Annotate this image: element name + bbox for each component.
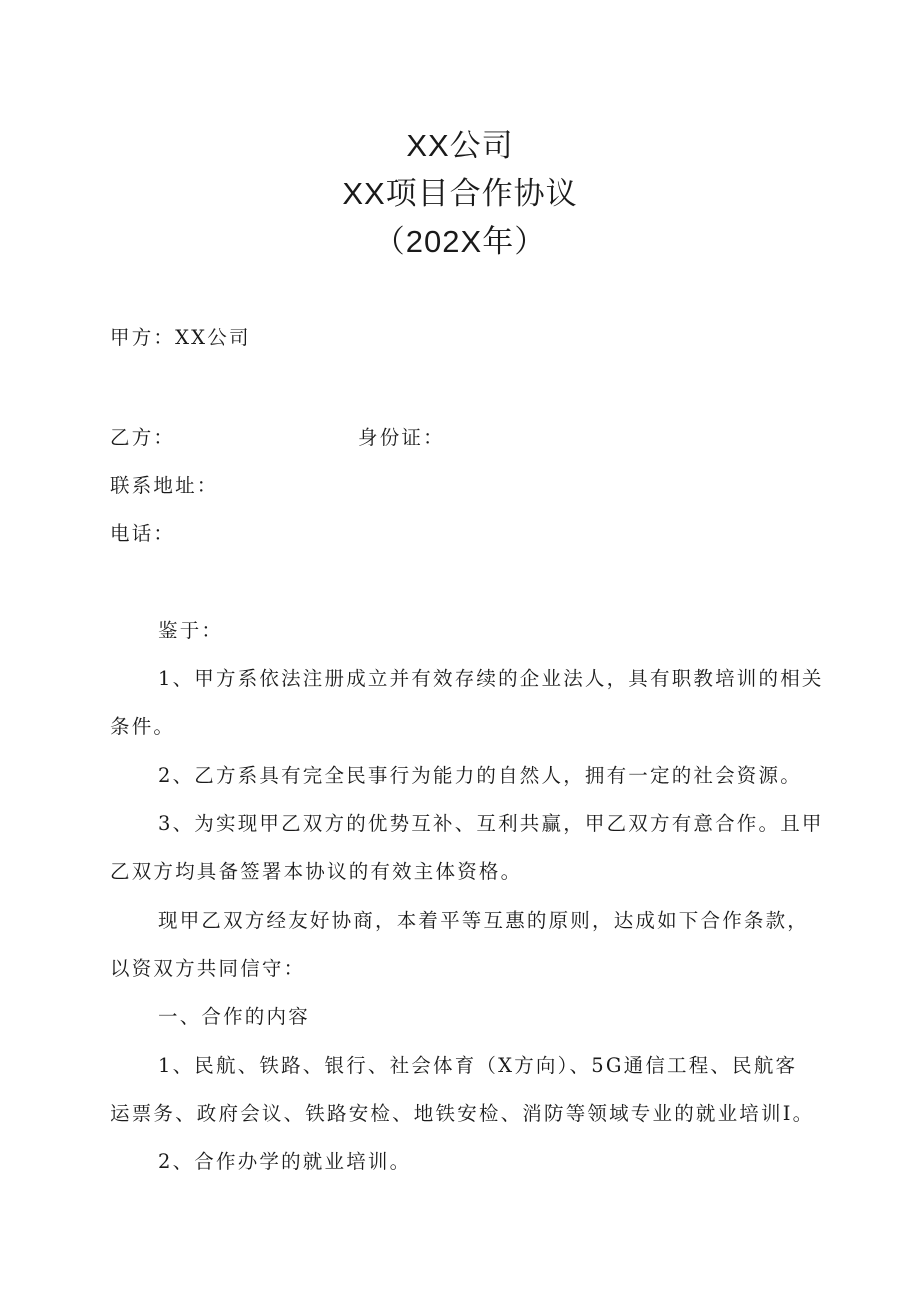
item3-line1: 3、为实现甲乙双方的优势互补、互利共赢，甲乙双方有意合作。且甲	[158, 812, 824, 835]
document-title	[0, 122, 920, 266]
content2: 2、合作办学的就业培训。	[158, 1150, 412, 1173]
section1-heading: 一、合作的内容	[158, 1005, 310, 1028]
item3-line2: 乙双方均具备签署本协议的有效主体资格。	[110, 860, 523, 883]
item2: 2、乙方系具有完全民事行为能力的自然人，拥有一定的社会资源。	[158, 764, 802, 787]
item1-line2: 条件。	[110, 715, 176, 738]
title-company: XX公司	[406, 128, 514, 163]
content1-line2: 运票务、政府会议、铁路安检、地铁安检、消防等领域专业的就业培训Ⅰ。	[110, 1102, 815, 1125]
whereas-label: 鉴于：	[158, 619, 224, 642]
party-a: 甲方：XX公司	[110, 326, 251, 349]
consensus-line1: 现甲乙双方经友好协商，本着平等互惠的原则，达成如下合作条款，	[158, 909, 810, 932]
id-card-label: 身份证：	[358, 426, 445, 449]
party-b: 乙方：	[110, 426, 176, 449]
address-label: 联系地址：	[110, 474, 219, 497]
phone-label: 电话：	[110, 522, 176, 545]
consensus-line2: 以资双方共同信守：	[110, 957, 306, 980]
title-agreement: XX项目合作协议	[342, 176, 578, 211]
content1-line1: 1、民航、铁路、银行、社会体育（X方向）、5G通信工程、民航客	[158, 1054, 798, 1077]
item1-line1: 1、甲方系依法注册成立并有效存续的企业法人，具有职教培训的相关	[158, 667, 824, 690]
title-year: （202X年）	[373, 224, 547, 259]
